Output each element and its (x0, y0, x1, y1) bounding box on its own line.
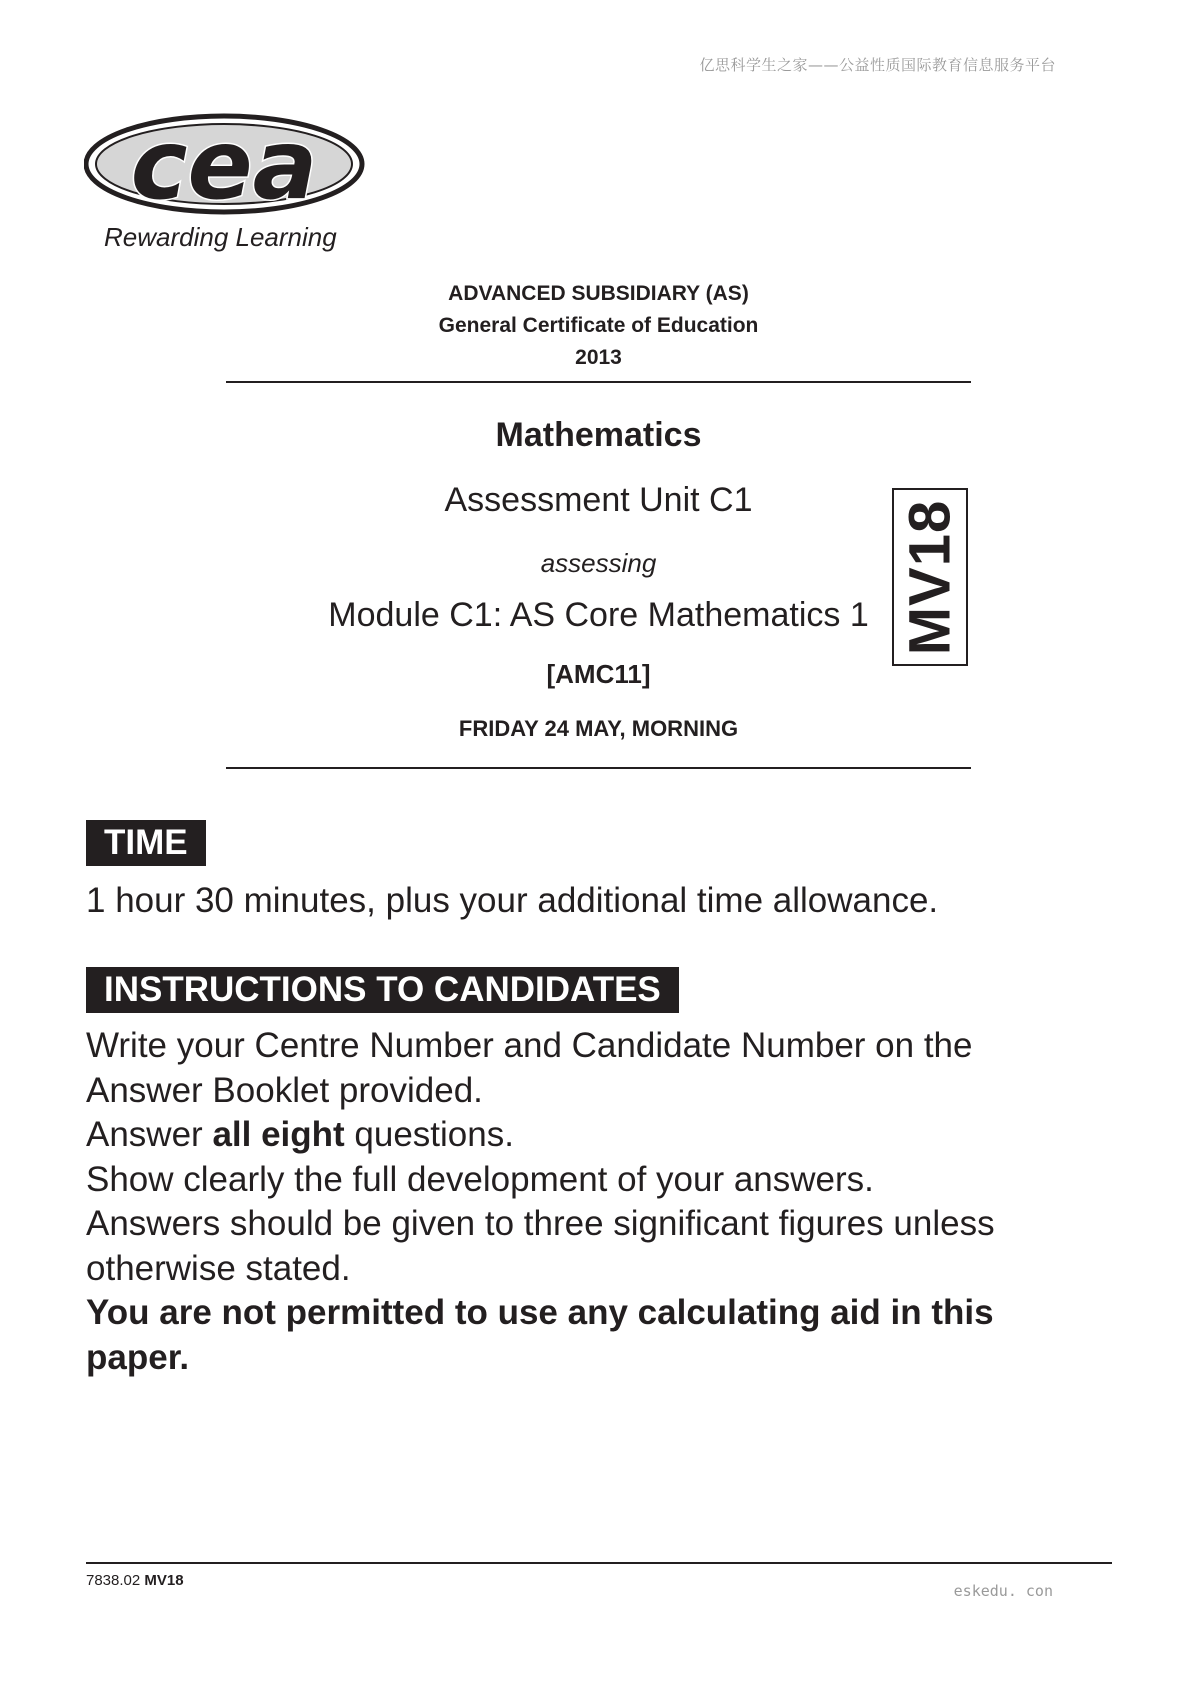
assessing-label: assessing (540, 548, 657, 578)
footer-rule (86, 1562, 1112, 1564)
instruction-answer-pre: Answer (86, 1115, 213, 1154)
instructions-heading: INSTRUCTIONS TO CANDIDATES (86, 967, 679, 1013)
header-rule-bottom (226, 767, 971, 769)
instruction-answer-post: questions. (344, 1115, 514, 1154)
time-heading: TIME (86, 820, 206, 866)
qualification-certificate: General Certificate of Education (438, 314, 759, 337)
qualification-year: 2013 (575, 346, 622, 369)
instruction-show-working: Show clearly the full development of your answers. (86, 1159, 874, 1199)
footer-paper-code: MV18 (144, 1572, 184, 1589)
paper-reference: [AMC11] (546, 659, 651, 689)
footer-number: 7838.02 (86, 1572, 145, 1589)
instructions-list (86, 1024, 1046, 1380)
instruction-significant-figures: Answers should be given to three significant figures unless otherwise stated. (86, 1204, 995, 1288)
instruction-answer-emphasis: all eight (212, 1115, 345, 1154)
qualification-level: ADVANCED SUBSIDIARY (AS) (448, 282, 749, 305)
paper-code-box (892, 488, 968, 666)
instruction-centre-number: Write your Centre Number and Candidate Number on the Answer Booklet provided. (86, 1026, 973, 1110)
instruction-answer-count (86, 1113, 1046, 1158)
assessment-unit: Assessment Unit C1 (444, 481, 753, 519)
time-text: 1 hour 30 minutes, plus your additional time allowance. (86, 881, 939, 920)
logo-letters: cea (130, 112, 318, 221)
instruction-no-calculator: You are not permitted to use any calculating aid in this paper. (86, 1293, 994, 1377)
subject-title: Mathematics (495, 416, 702, 454)
module-title: Module C1: AS Core Mathematics 1 (328, 596, 869, 634)
header-rule-top (226, 381, 971, 383)
logo-tagline: Rewarding Learning (104, 222, 337, 252)
footer-code (86, 1572, 184, 1589)
qualification-block (226, 278, 971, 374)
exam-date: FRIDAY 24 MAY, MORNING (458, 716, 739, 741)
watermark-top: 亿思科学生之家——公益性质国际教育信息服务平台 (699, 56, 1056, 74)
paper-code: MV18 (897, 499, 963, 655)
watermark-bottom: eskedu. con (953, 1582, 1053, 1600)
